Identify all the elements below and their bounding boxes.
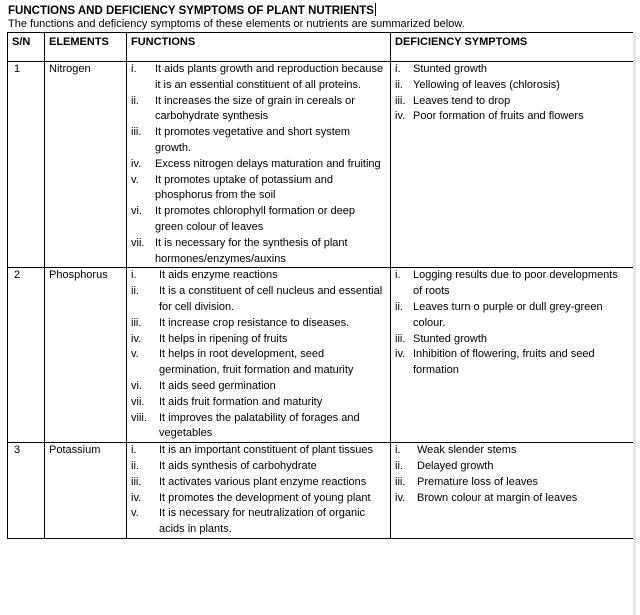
row-element: Phosphorus: [45, 268, 127, 443]
list-number: ii.: [131, 459, 139, 472]
list-item: [395, 268, 629, 300]
list-number: iv.: [395, 348, 406, 361]
list-number: v.: [131, 348, 139, 361]
list-item: [395, 62, 629, 78]
list-text: It increases the size of grain in cereals or carbohydrate synthesis: [155, 94, 355, 123]
list-number: ii.: [395, 459, 403, 472]
list-item: [131, 236, 386, 268]
list-item: [131, 379, 386, 395]
list-number: v.: [131, 173, 139, 186]
list-number: viii.: [131, 411, 147, 424]
list-item: [131, 395, 386, 411]
list-text: It increase crop resistance to diseases.: [159, 316, 350, 329]
list-item: [395, 78, 629, 94]
deficiency-cell: [391, 62, 634, 268]
list-text: Delayed growth: [417, 459, 494, 472]
table-row-potassium: [8, 443, 634, 539]
list-text: It improves the palatability of forages and vegetables: [159, 411, 360, 440]
list-number: ii.: [395, 300, 403, 313]
list-number: iv.: [131, 332, 142, 345]
list-number: iv.: [131, 157, 142, 170]
list-number: vii.: [131, 395, 145, 408]
list-item: [131, 475, 386, 491]
list-text: It aids seed germination: [159, 379, 276, 392]
list-item: [395, 459, 629, 475]
list-text: Leaves tend to drop: [413, 94, 511, 107]
list-item: [131, 316, 386, 332]
functions-cell: [127, 62, 391, 268]
list-item: [395, 491, 629, 507]
list-number: i.: [131, 269, 137, 282]
list-number: i.: [131, 444, 137, 457]
table-row-nitrogen: [8, 62, 634, 268]
list-text: It promotes uptake of potassium and phosphorus from the soil: [155, 173, 333, 202]
list-item: [395, 443, 629, 459]
deficiency-list: [395, 443, 629, 506]
list-text: Stunted growth: [413, 63, 487, 75]
list-number: iv.: [131, 491, 142, 504]
list-number: v.: [131, 507, 139, 520]
row-element: Potassium: [45, 443, 127, 539]
list-item: [395, 347, 629, 379]
functions-list: [131, 62, 386, 267]
list-item: [131, 459, 386, 475]
list-text: Stunted growth: [413, 332, 487, 345]
page-edge-shadow: [633, 32, 636, 615]
text-cursor: [375, 3, 376, 16]
header-deficiency: DEFICIENCY SYMPTOMS: [391, 33, 634, 62]
list-item: [131, 268, 386, 284]
list-number: ii.: [131, 94, 139, 107]
list-text: It is a constituent of cell nucleus and essential for cell division.: [159, 285, 383, 313]
list-text: It helps in ripening of fruits: [159, 332, 288, 345]
list-text: Leaves turn o purple or dull grey-green colour.: [413, 300, 603, 329]
list-text: It aids plants growth and reproduction because it is an essential constituent of all proteins.: [155, 63, 384, 91]
list-text: It is necessary for the synthesis of plant hormones/enzymes/auxins: [155, 236, 348, 265]
list-text: It aids synthesis of carbohydrate: [159, 459, 317, 472]
list-number: iii.: [395, 94, 406, 107]
list-item: [395, 332, 629, 348]
list-item: [131, 94, 386, 126]
list-item: [395, 109, 629, 125]
list-number: iii.: [131, 126, 142, 139]
list-text: It helps in root development, seed germination, fruit formation and maturity: [159, 348, 354, 377]
header-sn: S/N: [8, 33, 45, 62]
functions-list: [131, 268, 386, 442]
list-text: It promotes vegetative and short system growth.: [155, 126, 351, 154]
list-number: vii.: [131, 236, 145, 249]
functions-cell: [127, 443, 391, 539]
list-number: i.: [395, 269, 401, 282]
list-item: [131, 411, 386, 443]
deficiency-cell: [391, 268, 634, 443]
table-header-row: [8, 33, 634, 62]
list-text: It promotes chlorophyll formation or deep green colour of leaves: [155, 205, 355, 233]
list-number: ii.: [395, 78, 403, 91]
list-text: Logging results due to poor developments of roots: [413, 269, 618, 298]
list-item: [131, 443, 386, 459]
list-text: It is necessary for neutralization of organic acids in plants.: [159, 507, 366, 536]
list-text: It promotes the development of young plant: [159, 491, 371, 504]
list-number: iv.: [395, 491, 406, 504]
list-item: [131, 62, 386, 94]
list-text: It is an important constituent of plant tissues: [159, 444, 374, 457]
list-item: [131, 347, 386, 379]
list-item: [131, 491, 386, 507]
list-text: Premature loss of leaves: [417, 475, 539, 488]
list-number: vi.: [131, 205, 142, 218]
row-sn: 3: [8, 443, 45, 539]
list-item: [395, 300, 629, 332]
intro-paragraph[interactable]: The functions and deficiency symptoms of these elements or nutrients are summarized below.: [8, 18, 465, 30]
list-number: iv.: [395, 110, 406, 123]
list-item: [131, 157, 386, 173]
list-number: iii.: [395, 475, 406, 488]
functions-cell: [127, 268, 391, 443]
list-number: i.: [131, 63, 137, 75]
list-text: Brown colour at margin of leaves: [417, 491, 578, 504]
list-text: Inhibition of flowering, fruits and seed formation: [413, 348, 595, 377]
list-text: Excess nitrogen delays maturation and fruiting: [155, 157, 381, 170]
list-number: ii.: [131, 285, 139, 298]
list-text: It aids fruit formation and maturity: [159, 395, 323, 408]
list-number: i.: [395, 444, 401, 457]
list-number: iii.: [395, 332, 406, 345]
row-sn: 2: [8, 268, 45, 443]
list-item: [395, 94, 629, 110]
functions-list: [131, 443, 386, 538]
list-number: iii.: [131, 475, 142, 488]
list-item: [131, 204, 386, 236]
list-item: [395, 475, 629, 491]
header-functions: FUNCTIONS: [127, 33, 391, 62]
header-elements: ELEMENTS: [45, 33, 127, 62]
list-text: Weak slender stems: [417, 444, 517, 457]
list-number: i.: [395, 63, 401, 75]
list-text: Yellowing of leaves (chlorosis): [413, 78, 560, 91]
deficiency-list: [395, 62, 629, 125]
list-item: [131, 284, 386, 316]
row-element: Nitrogen: [45, 62, 127, 268]
deficiency-list: [395, 268, 629, 379]
table-row-phosphorus: [8, 268, 634, 443]
list-number: vi.: [131, 379, 142, 392]
list-item: [131, 125, 386, 157]
list-text: It aids enzyme reactions: [159, 269, 278, 282]
list-item: [131, 173, 386, 205]
list-item: [131, 506, 386, 538]
list-text: Poor formation of fruits and flowers: [413, 110, 584, 123]
list-number: iii.: [131, 316, 142, 329]
document-title-text: FUNCTIONS AND DEFICIENCY SYMPTOMS OF PLANT NUTRIENTS: [8, 5, 374, 17]
deficiency-cell: [391, 443, 634, 539]
row-sn: 1: [8, 62, 45, 268]
list-text: It activates various plant enzyme reactions: [159, 475, 367, 488]
nutrients-table: [7, 32, 634, 539]
list-item: [131, 332, 386, 348]
document-title[interactable]: [8, 3, 376, 17]
